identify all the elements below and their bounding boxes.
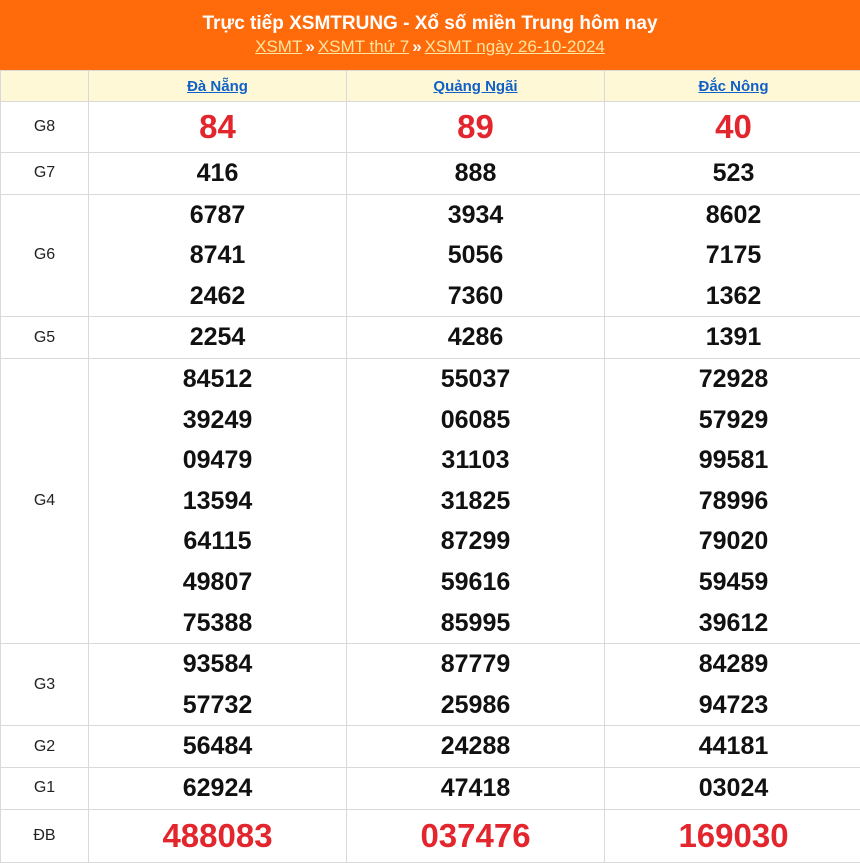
prize-cell: [347, 358, 605, 643]
prize-number: 037476: [347, 810, 604, 862]
prize-cell: [89, 358, 347, 643]
prize-label: G2: [1, 726, 89, 768]
prize-number: 888: [347, 153, 604, 194]
prize-number: 57929: [605, 400, 860, 441]
breadcrumb-link-xsmt[interactable]: XSMT: [255, 37, 302, 56]
prize-number: 09479: [89, 440, 346, 481]
prize-number: 6787: [89, 195, 346, 236]
breadcrumb-separator: »: [412, 37, 421, 56]
prize-number: 49807: [89, 562, 346, 603]
prize-number: 44181: [605, 726, 860, 767]
prize-number: 59459: [605, 562, 860, 603]
breadcrumb: [0, 37, 860, 57]
prize-cell: [347, 194, 605, 317]
prize-cell: [347, 726, 605, 768]
prize-number: 64115: [89, 521, 346, 562]
prize-cell: [89, 809, 347, 862]
prize-cell: [347, 809, 605, 862]
results-table: [0, 70, 860, 863]
breadcrumb-link-xsmt-date[interactable]: XSMT ngày 26-10-2024: [425, 37, 605, 56]
prize-row-g4: [1, 358, 860, 643]
province-header: [605, 71, 860, 102]
prize-cell: [89, 644, 347, 726]
prize-number: 03024: [605, 768, 860, 809]
prize-number: 93584: [89, 644, 346, 685]
prize-number: 3934: [347, 195, 604, 236]
prize-row-g5: [1, 317, 860, 359]
prize-label: G1: [1, 767, 89, 809]
prize-number: 84289: [605, 644, 860, 685]
prize-number: 5056: [347, 235, 604, 276]
prize-cell: [605, 809, 860, 862]
prize-label: G3: [1, 644, 89, 726]
prize-cell: [347, 317, 605, 359]
prize-row-g1: [1, 767, 860, 809]
prize-cell: [605, 358, 860, 643]
prize-cell: [605, 767, 860, 809]
prize-cell: [605, 644, 860, 726]
prize-number: 47418: [347, 768, 604, 809]
prize-number: 59616: [347, 562, 604, 603]
prize-number: 8741: [89, 235, 346, 276]
prize-row-g3: [1, 644, 860, 726]
prize-cell: [605, 726, 860, 768]
prize-number: 78996: [605, 481, 860, 522]
province-header: [347, 71, 605, 102]
page-header: [0, 0, 860, 70]
prize-number: 7360: [347, 276, 604, 317]
prize-number: 24288: [347, 726, 604, 767]
prize-row-đb: [1, 809, 860, 862]
breadcrumb-separator: »: [305, 37, 314, 56]
prize-label: G8: [1, 102, 89, 153]
header-corner: [1, 71, 89, 102]
prize-number: 89: [347, 102, 604, 152]
prize-label: ĐB: [1, 809, 89, 862]
prize-number: 72928: [605, 359, 860, 400]
prize-row-g8: [1, 102, 860, 153]
prize-number: 06085: [347, 400, 604, 441]
prize-number: 40: [605, 102, 860, 152]
prize-number: 79020: [605, 521, 860, 562]
prize-cell: [605, 153, 860, 195]
prize-number: 87779: [347, 644, 604, 685]
prize-number: 31103: [347, 440, 604, 481]
prize-cell: [347, 102, 605, 153]
prize-label: G6: [1, 194, 89, 317]
prize-number: 31825: [347, 481, 604, 522]
prize-number: 57732: [89, 685, 346, 726]
prize-number: 488083: [89, 810, 346, 862]
prize-number: 94723: [605, 685, 860, 726]
prize-cell: [605, 317, 860, 359]
prize-cell: [347, 153, 605, 195]
prize-number: 99581: [605, 440, 860, 481]
prize-label: G5: [1, 317, 89, 359]
prize-number: 62924: [89, 768, 346, 809]
prize-row-g7: [1, 153, 860, 195]
page-title: Trực tiếp XSMTRUNG - Xổ số miền Trung hôm nay: [0, 0, 860, 35]
prize-cell: [89, 726, 347, 768]
prize-number: 55037: [347, 359, 604, 400]
prize-number: 13594: [89, 481, 346, 522]
prize-cell: [89, 153, 347, 195]
prize-number: 75388: [89, 603, 346, 644]
prize-cell: [89, 102, 347, 153]
prize-row-g2: [1, 726, 860, 768]
prize-number: 1362: [605, 276, 860, 317]
prize-cell: [605, 102, 860, 153]
province-header-row: [1, 71, 860, 102]
prize-number: 84: [89, 102, 346, 152]
province-link-quang-ngai[interactable]: Quảng Ngãi: [433, 78, 517, 95]
prize-number: 56484: [89, 726, 346, 767]
prize-number: 8602: [605, 195, 860, 236]
prize-number: 169030: [605, 810, 860, 862]
prize-number: 39612: [605, 603, 860, 644]
province-link-dac-nong[interactable]: Đắc Nông: [698, 78, 768, 95]
prize-cell: [347, 767, 605, 809]
prize-cell: [605, 194, 860, 317]
prize-number: 4286: [347, 317, 604, 358]
prize-cell: [347, 644, 605, 726]
prize-cell: [89, 317, 347, 359]
breadcrumb-link-xsmt-weekday[interactable]: XSMT thứ 7: [318, 37, 409, 56]
prize-number: 87299: [347, 521, 604, 562]
prize-number: 416: [89, 153, 346, 194]
prize-number: 1391: [605, 317, 860, 358]
province-header: [89, 71, 347, 102]
prize-row-g6: [1, 194, 860, 317]
prize-number: 85995: [347, 603, 604, 644]
prize-number: 84512: [89, 359, 346, 400]
prize-label: G7: [1, 153, 89, 195]
prize-number: 7175: [605, 235, 860, 276]
prize-number: 2462: [89, 276, 346, 317]
prize-cell: [89, 767, 347, 809]
prize-number: 2254: [89, 317, 346, 358]
province-link-da-nang[interactable]: Đà Nẵng: [187, 78, 248, 95]
prize-label: G4: [1, 358, 89, 643]
prize-number: 39249: [89, 400, 346, 441]
prize-cell: [89, 194, 347, 317]
prize-number: 523: [605, 153, 860, 194]
prize-number: 25986: [347, 685, 604, 726]
